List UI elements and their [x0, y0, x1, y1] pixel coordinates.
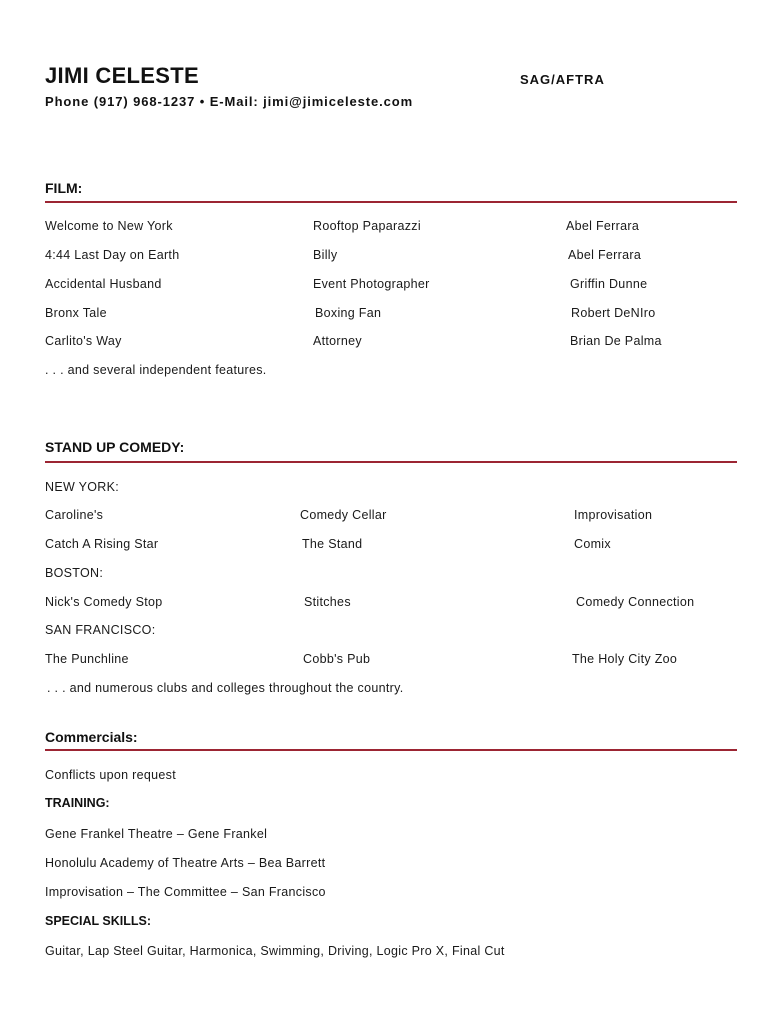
venue: Cobb's Pub	[303, 652, 371, 666]
commercials-text: Conflicts upon request	[45, 768, 176, 782]
region-label-boston: BOSTON:	[45, 566, 104, 580]
venue: Catch A Rising Star	[45, 537, 159, 551]
film-role: Attorney	[313, 334, 362, 348]
film-note: . . . and several independent features.	[45, 363, 267, 377]
venue: The Holy City Zoo	[572, 652, 678, 666]
venue: The Stand	[302, 537, 363, 551]
film-director: Abel Ferrara	[566, 219, 640, 233]
film-title: Accidental Husband	[45, 277, 162, 291]
resume-name: JIMI CELESTE	[45, 63, 199, 88]
section-title-film: FILM:	[45, 180, 83, 196]
section-title-training: TRAINING:	[45, 796, 110, 810]
film-director: Griffin Dunne	[570, 277, 648, 291]
film-title: Welcome to New York	[45, 219, 173, 233]
region-label-san-francisco: SAN FRANCISCO:	[45, 623, 156, 637]
film-director: Brian De Palma	[570, 334, 662, 348]
section-title-skills: SPECIAL SKILLS:	[45, 914, 152, 928]
contact-line: Phone (917) 968-1237 • E-Mail: jimi@jimiceleste.com	[45, 94, 414, 109]
film-title: Carlito's Way	[45, 334, 122, 348]
film-title: Bronx Tale	[45, 306, 107, 320]
union-affiliation: SAG/AFTRA	[520, 72, 605, 87]
venue: Nick's Comedy Stop	[45, 595, 163, 609]
region-label-new-york: NEW YORK:	[45, 480, 120, 494]
section-divider	[45, 201, 737, 203]
venue: Comedy Cellar	[300, 508, 387, 522]
section-title-standup: STAND UP COMEDY:	[45, 439, 185, 455]
venue: Stitches	[304, 595, 351, 609]
film-role: Event Photographer	[313, 277, 430, 291]
venue: Comedy Connection	[576, 595, 695, 609]
section-divider	[45, 461, 737, 463]
training-item: Improvisation – The Committee – San Francisco	[45, 885, 326, 899]
film-role: Billy	[313, 248, 338, 262]
section-divider	[45, 749, 737, 751]
venue: The Punchline	[45, 652, 129, 666]
film-role: Boxing Fan	[315, 306, 382, 320]
film-director: Abel Ferrara	[568, 248, 642, 262]
training-item: Honolulu Academy of Theatre Arts – Bea Barrett	[45, 856, 326, 870]
section-title-commercials: Commercials:	[45, 729, 138, 745]
film-role: Rooftop Paparazzi	[313, 219, 421, 233]
film-director: Robert DeNIro	[571, 306, 656, 320]
venue: Improvisation	[574, 508, 653, 522]
venue: Comix	[574, 537, 611, 551]
film-title: 4:44 Last Day on Earth	[45, 248, 180, 262]
skills-text: Guitar, Lap Steel Guitar, Harmonica, Swimming, Driving, Logic Pro X, Final Cut	[45, 944, 505, 958]
training-item: Gene Frankel Theatre – Gene Frankel	[45, 827, 268, 841]
standup-note: . . . and numerous clubs and colleges throughout the country.	[47, 681, 404, 695]
venue: Caroline's	[45, 508, 104, 522]
